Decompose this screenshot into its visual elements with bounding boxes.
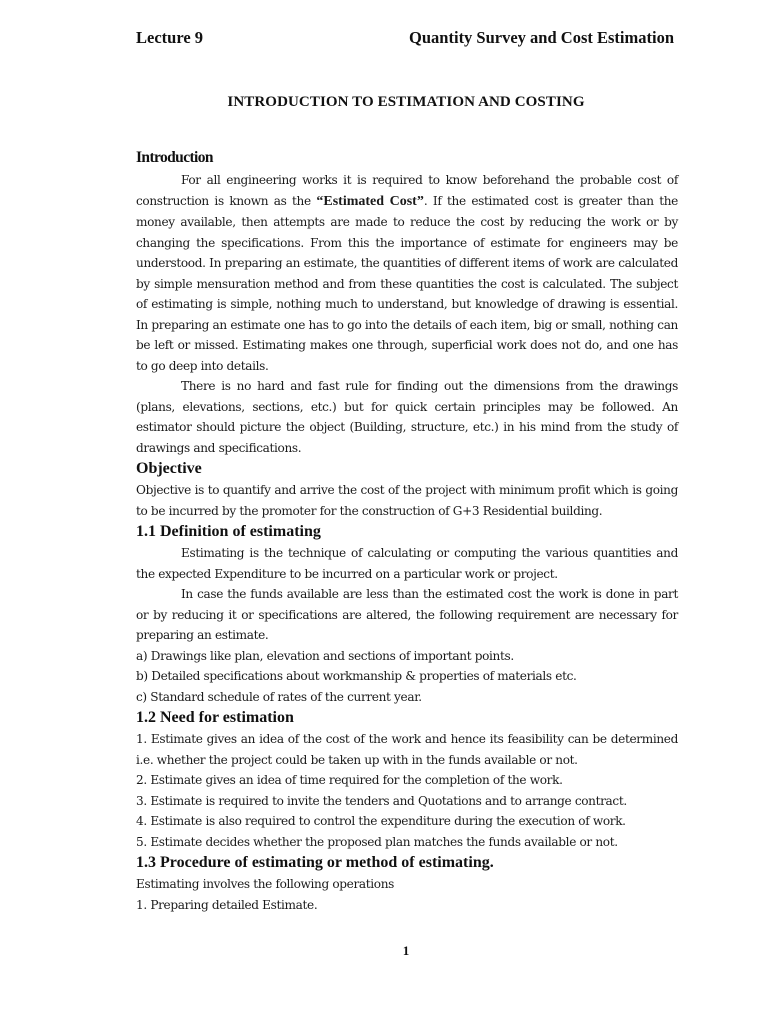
page-number: 1 xyxy=(402,943,410,958)
definition-heading: 1.1 Definition of estimating xyxy=(136,523,321,540)
need-item: 4. Estimate is also required to control the expenditure during the execution of work. xyxy=(136,814,626,828)
need-item: 3. Estimate is required to invite the tenders and Quotations and to arrange contract. xyxy=(136,793,627,808)
procedure-heading: 1.3 Procedure of estimating or method of estimating. xyxy=(136,854,494,871)
requirement-item: b) Detailed specifications about workmanship & properties of materials etc. xyxy=(136,669,577,683)
header-course: Quantity Survey and Cost Estimation xyxy=(409,28,674,47)
introduction-paragraph-1 xyxy=(136,170,678,376)
page-title: INTRODUCTION TO ESTIMATION AND COSTING xyxy=(227,94,585,110)
intro-text-start: For all engineering works it is required to know beforehand the probable cost of construction is known as the xyxy=(136,173,678,208)
header-lecture: Lecture 9 xyxy=(136,28,204,47)
need-item: 5. Estimate decides whether the proposed plan matches the funds available or not. xyxy=(136,834,618,849)
document-body xyxy=(136,146,678,915)
requirement-item: a) Drawings like plan, elevation and sections of important points. xyxy=(136,648,514,663)
introduction-paragraph-2: There is no hard and fast rule for finding out the dimensions from the drawings (plans, elevations, sections, etc.) but for quick certain principles may be followed. An estimator should picture the object (Building, structure, etc.) in his mind from the study of drawings and specifications. xyxy=(136,379,678,455)
procedure-item: 1. Preparing detailed Estimate. xyxy=(136,897,318,912)
need-item: 2. Estimate gives an idea of time required for the completion of the work. xyxy=(136,773,563,787)
definition-paragraph-1: Estimating is the technique of calculating or computing the various quantities and the expected Expenditure to be incurred on a particular work or project. xyxy=(136,546,678,581)
requirement-item: c) Standard schedule of rates of the current year. xyxy=(136,689,422,704)
procedure-intro: Estimating involves the following operations xyxy=(136,877,395,891)
introduction-heading: Introduction xyxy=(136,149,213,166)
objective-heading: Objective xyxy=(136,460,202,477)
objective-text: Objective is to quantify and arrive the cost of the project with minimum profit which is going to be incurred by the promoter for the construction of G+3 Residential building. xyxy=(136,483,678,518)
need-item: 1. Estimate gives an idea of the cost of the work and hence its feasibility can be determined i.e. whether the project could be taken up with in the funds available or not. xyxy=(136,732,678,767)
need-heading: 1.2 Need for estimation xyxy=(136,709,294,726)
estimated-cost-term: “Estimated Cost” xyxy=(316,193,424,209)
definition-paragraph-2: In case the funds available are less than the estimated cost the work is done in part or by reducing it or specifications are altered, the following requirement are necessary for preparing an estimate. xyxy=(136,587,678,642)
intro-text-rest: . If the estimated cost is greater than the money available, then attempts are made to reduce the cost by reducing the work or by changing the specifications. From this the importance of estimate for engineers may be understood. In preparing an estimate, the quantities of different items of work are calculated by simple mensuration method and from these quantities the cost is calculated. The subject of estimating is simple, nothing much to understand, but knowledge of drawing is essential. In preparing an estimate one has to go into the details of each item, big or small, nothing can be left or missed. Estimating makes one through, superficial work does not do, and one has to go deep into details. xyxy=(136,193,678,373)
